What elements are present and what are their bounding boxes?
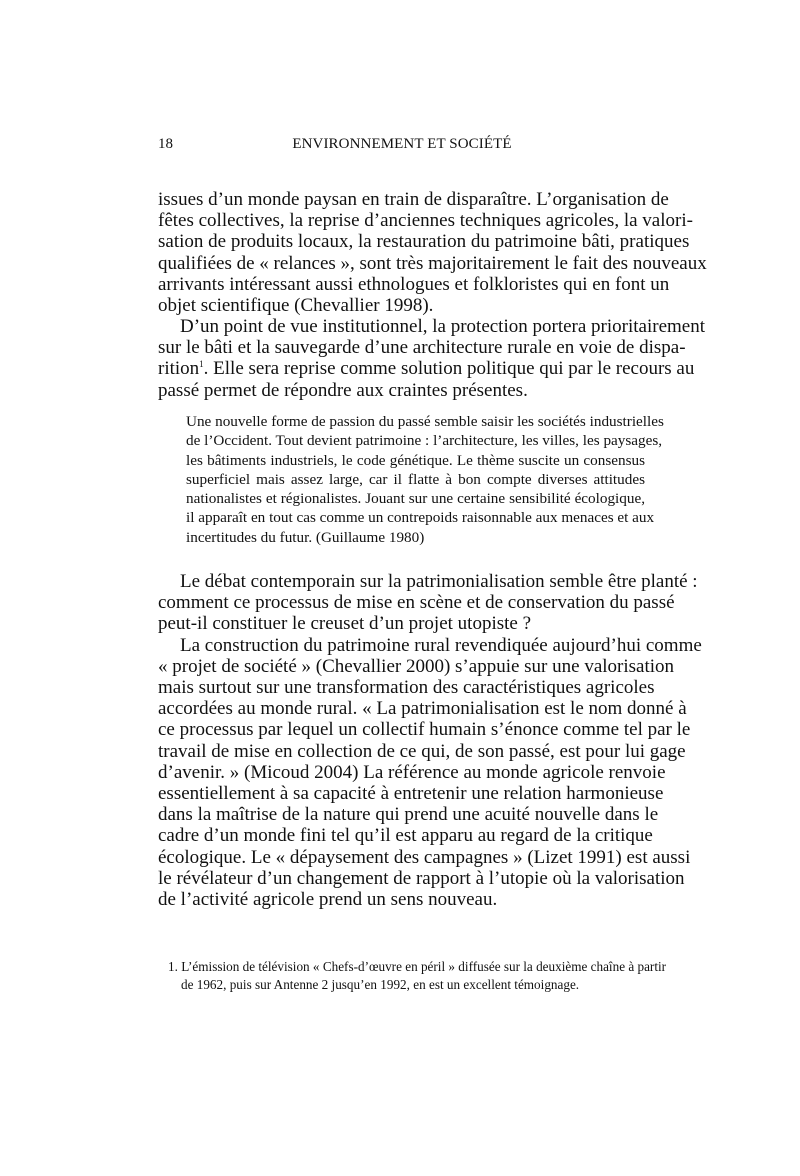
quote-line: de l’Occident. Tout devient patrimoine : l’architecture, les villes, les paysages, xyxy=(186,432,663,450)
quote-line: Une nouvelle forme de passion du passé semble saisir les sociétés industrielles xyxy=(186,413,664,430)
text-line: dans la maîtrise de la nature qui prend une acuité nouvelle dans le xyxy=(158,804,659,826)
footnote-line xyxy=(168,958,667,976)
text-line: travail de mise en collection de ce qui, de son passé, est pour lui gage xyxy=(158,740,686,762)
footnote-line: de 1962, puis sur Antenne 2 jusqu’en 1992, en est un excellent témoignage. xyxy=(181,976,580,992)
text-line: d’avenir. » (Micoud 2004) La référence au monde agricole renvoie xyxy=(158,761,666,783)
block-quote xyxy=(186,412,664,547)
text-fragment: rition xyxy=(158,358,200,380)
text-line: essentiellement à sa capacité à entretenir une relation harmonieuse xyxy=(158,783,664,805)
text-line: sation de produits locaux, la restauration du patrimoine bâti, pratiques xyxy=(158,231,690,253)
footnote-reference[interactable]: 1 xyxy=(199,359,204,370)
text-line: cadre d’un monde fini tel qu’il est apparu au regard de la critique xyxy=(158,825,653,847)
text-line: « projet de société » (Chevallier 2000) s’appuie sur une valorisation xyxy=(158,655,675,677)
text-line: La construction du patrimoine rural revendiquée aujourd’hui comme xyxy=(180,634,702,656)
text-line: arrivants intéressant aussi ethnologues et folkloristes qui en font un xyxy=(158,273,670,295)
quote-line: nationalistes et régionalistes. Jouant sur une certaine sensibilité écologique, xyxy=(186,490,645,508)
quote-line: superficiel mais assez large, car il flatte à bon compte diverses attitudes xyxy=(186,470,645,488)
text-line: Le débat contemporain sur la patrimonialisation semble être planté : xyxy=(180,571,698,592)
text-line-with-footnote xyxy=(158,358,695,380)
running-header xyxy=(158,134,646,154)
running-title: ENVIRONNEMENT ET SOCIÉTÉ xyxy=(292,136,512,152)
text-line: fêtes collectives, la reprise d’anciennes techniques agricoles, la valori- xyxy=(158,210,693,232)
text-line: issues d’un monde paysan en train de disparaître. L’organisation de xyxy=(158,189,669,210)
footnote-1 xyxy=(168,958,667,993)
page-number: 18 xyxy=(158,136,173,152)
paragraph-rural-heritage xyxy=(158,634,702,911)
text-line: passé permet de répondre aux craintes présentes. xyxy=(158,379,528,401)
text-line: peut-il constituer le creuset d’un projet utopiste ? xyxy=(158,613,532,635)
quote-line: il apparaît en tout cas comme un contrepoids raisonnable aux menaces et aux xyxy=(186,509,655,527)
text-line: sur le bâti et la sauvegarde d’une architecture rurale en voie de dispa- xyxy=(158,337,686,359)
paragraph-institutional xyxy=(158,316,705,401)
text-line: qualifiées de « relances », sont très majoritairement le fait des nouveaux xyxy=(158,252,707,274)
text-line: objet scientifique (Chevallier 1998). xyxy=(158,295,434,317)
text-line: écologique. Le « dépaysement des campagnes » (Lizet 1991) est aussi xyxy=(158,846,691,868)
paragraph-continuation xyxy=(158,189,707,317)
text-fragment: . Elle sera reprise comme solution politique qui par le recours au xyxy=(203,358,695,380)
text-line: ce processus par lequel un collectif humain s’énonce comme tel par le xyxy=(158,719,691,741)
quote-line: les bâtiments industriels, le code génétique. Le thème suscite un consensus xyxy=(186,451,645,469)
paragraph-debate xyxy=(158,571,698,635)
text-line: accordées au monde rural. « La patrimonialisation est le nom donné à xyxy=(158,698,687,720)
text-line: mais surtout sur une transformation des caractéristiques agricoles xyxy=(158,677,655,698)
text-line: D’un point de vue institutionnel, la protection portera prioritairement xyxy=(180,316,705,337)
footnote-number: 1. xyxy=(168,959,178,974)
footnote-text: L’émission de télévision « Chefs-d’œuvre en péril » diffusée sur la deuxième chaîne à partir xyxy=(181,959,667,974)
text-line: le révélateur d’un changement de rapport à l’utopie où la valorisation xyxy=(158,867,685,889)
text-line: comment ce processus de mise en scène et de conservation du passé xyxy=(158,592,675,614)
text-line: de l’activité agricole prend un sens nouveau. xyxy=(158,889,498,911)
quote-line: incertitudes du futur. (Guillaume 1980) xyxy=(186,528,425,546)
